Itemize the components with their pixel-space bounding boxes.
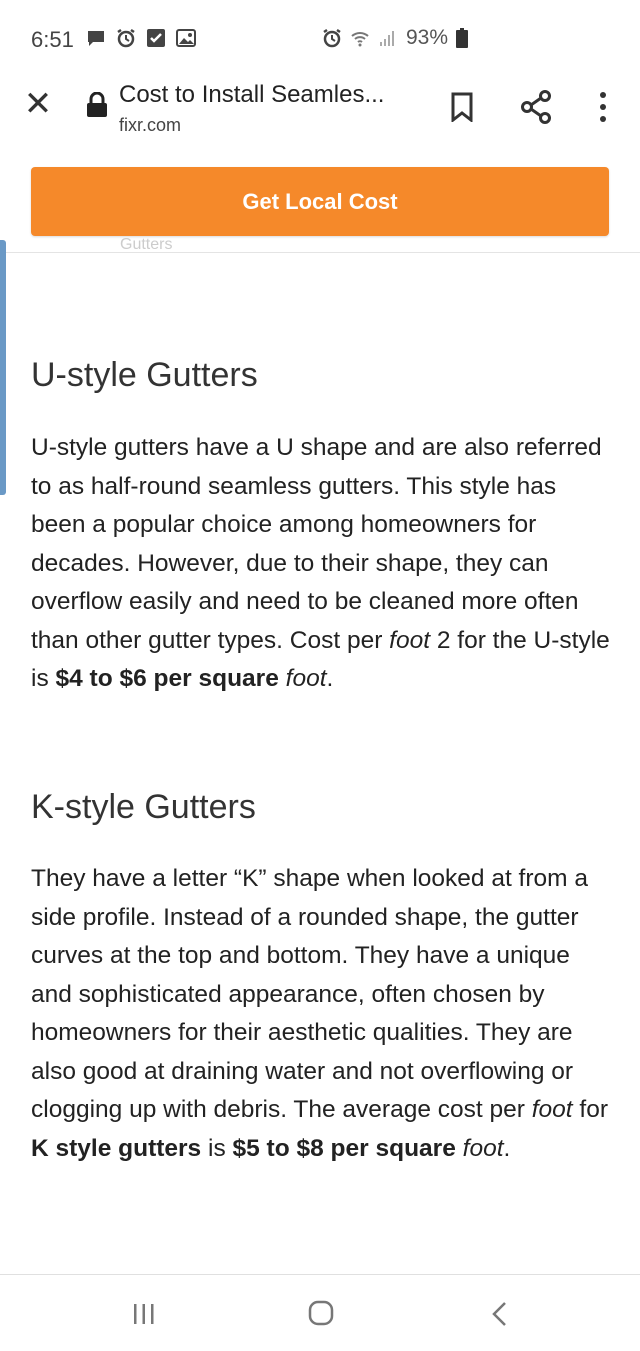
browser-toolbar bbox=[0, 68, 640, 153]
share-icon[interactable] bbox=[520, 90, 552, 124]
get-local-cost-button[interactable]: Get Local Cost bbox=[31, 167, 609, 236]
status-time: 6:51 bbox=[31, 27, 74, 52]
signal-icon bbox=[378, 28, 398, 48]
battery-percent: 93% bbox=[406, 26, 449, 49]
alarm-icon bbox=[322, 28, 342, 48]
checkbox-icon bbox=[146, 28, 166, 48]
system-nav-bar bbox=[0, 1275, 640, 1351]
close-icon[interactable]: ✕ bbox=[23, 85, 53, 123]
page-title[interactable]: Cost to Install Seamles... bbox=[119, 81, 385, 108]
bookmark-icon[interactable] bbox=[448, 92, 476, 122]
recent-apps-icon[interactable] bbox=[132, 1301, 156, 1327]
section-body-u-style: U-style gutters have a U shape and are also referred to as half-round seamless gutters. This style has been a popular choice among homeowners for decades. However, due to their shape, they can overflow easily and need to be cleaned more often than other gutter types. Cost per foot 2 for the U-style is $4 to $6 per square foot. bbox=[31, 434, 610, 692]
back-icon[interactable] bbox=[488, 1299, 512, 1329]
section-body-k-style: They have a letter “K” shape when looked at from a side profile. Instead of a rounded shape, the gutter curves at the top and bottom. They have a unique and sophisticated appearance, often chosen by homeowners for their aesthetic qualities. They are also good at draining water and not overflowing or clogging up with debris. The average cost per foot for K style gutters is $5 to $8 per square foot. bbox=[31, 865, 609, 1162]
obscured-text: Gutters bbox=[120, 236, 173, 253]
section-heading-u-style: U-style Gutters bbox=[31, 356, 258, 394]
lock-icon bbox=[86, 92, 108, 118]
section-heading-k-style: K-style Gutters bbox=[31, 788, 256, 826]
battery-icon bbox=[456, 28, 468, 48]
system-icons bbox=[322, 26, 468, 50]
message-icon bbox=[86, 28, 106, 48]
image-icon bbox=[176, 28, 196, 48]
side-scroll-tab[interactable] bbox=[0, 240, 6, 495]
sticky-cta-bar bbox=[0, 152, 640, 253]
more-options-icon[interactable] bbox=[592, 90, 614, 124]
page-domain[interactable]: fixr.com bbox=[119, 115, 182, 135]
notification-icons bbox=[86, 28, 196, 48]
alarm-icon bbox=[116, 28, 136, 48]
wifi-icon bbox=[350, 28, 370, 48]
home-icon[interactable] bbox=[307, 1299, 335, 1327]
